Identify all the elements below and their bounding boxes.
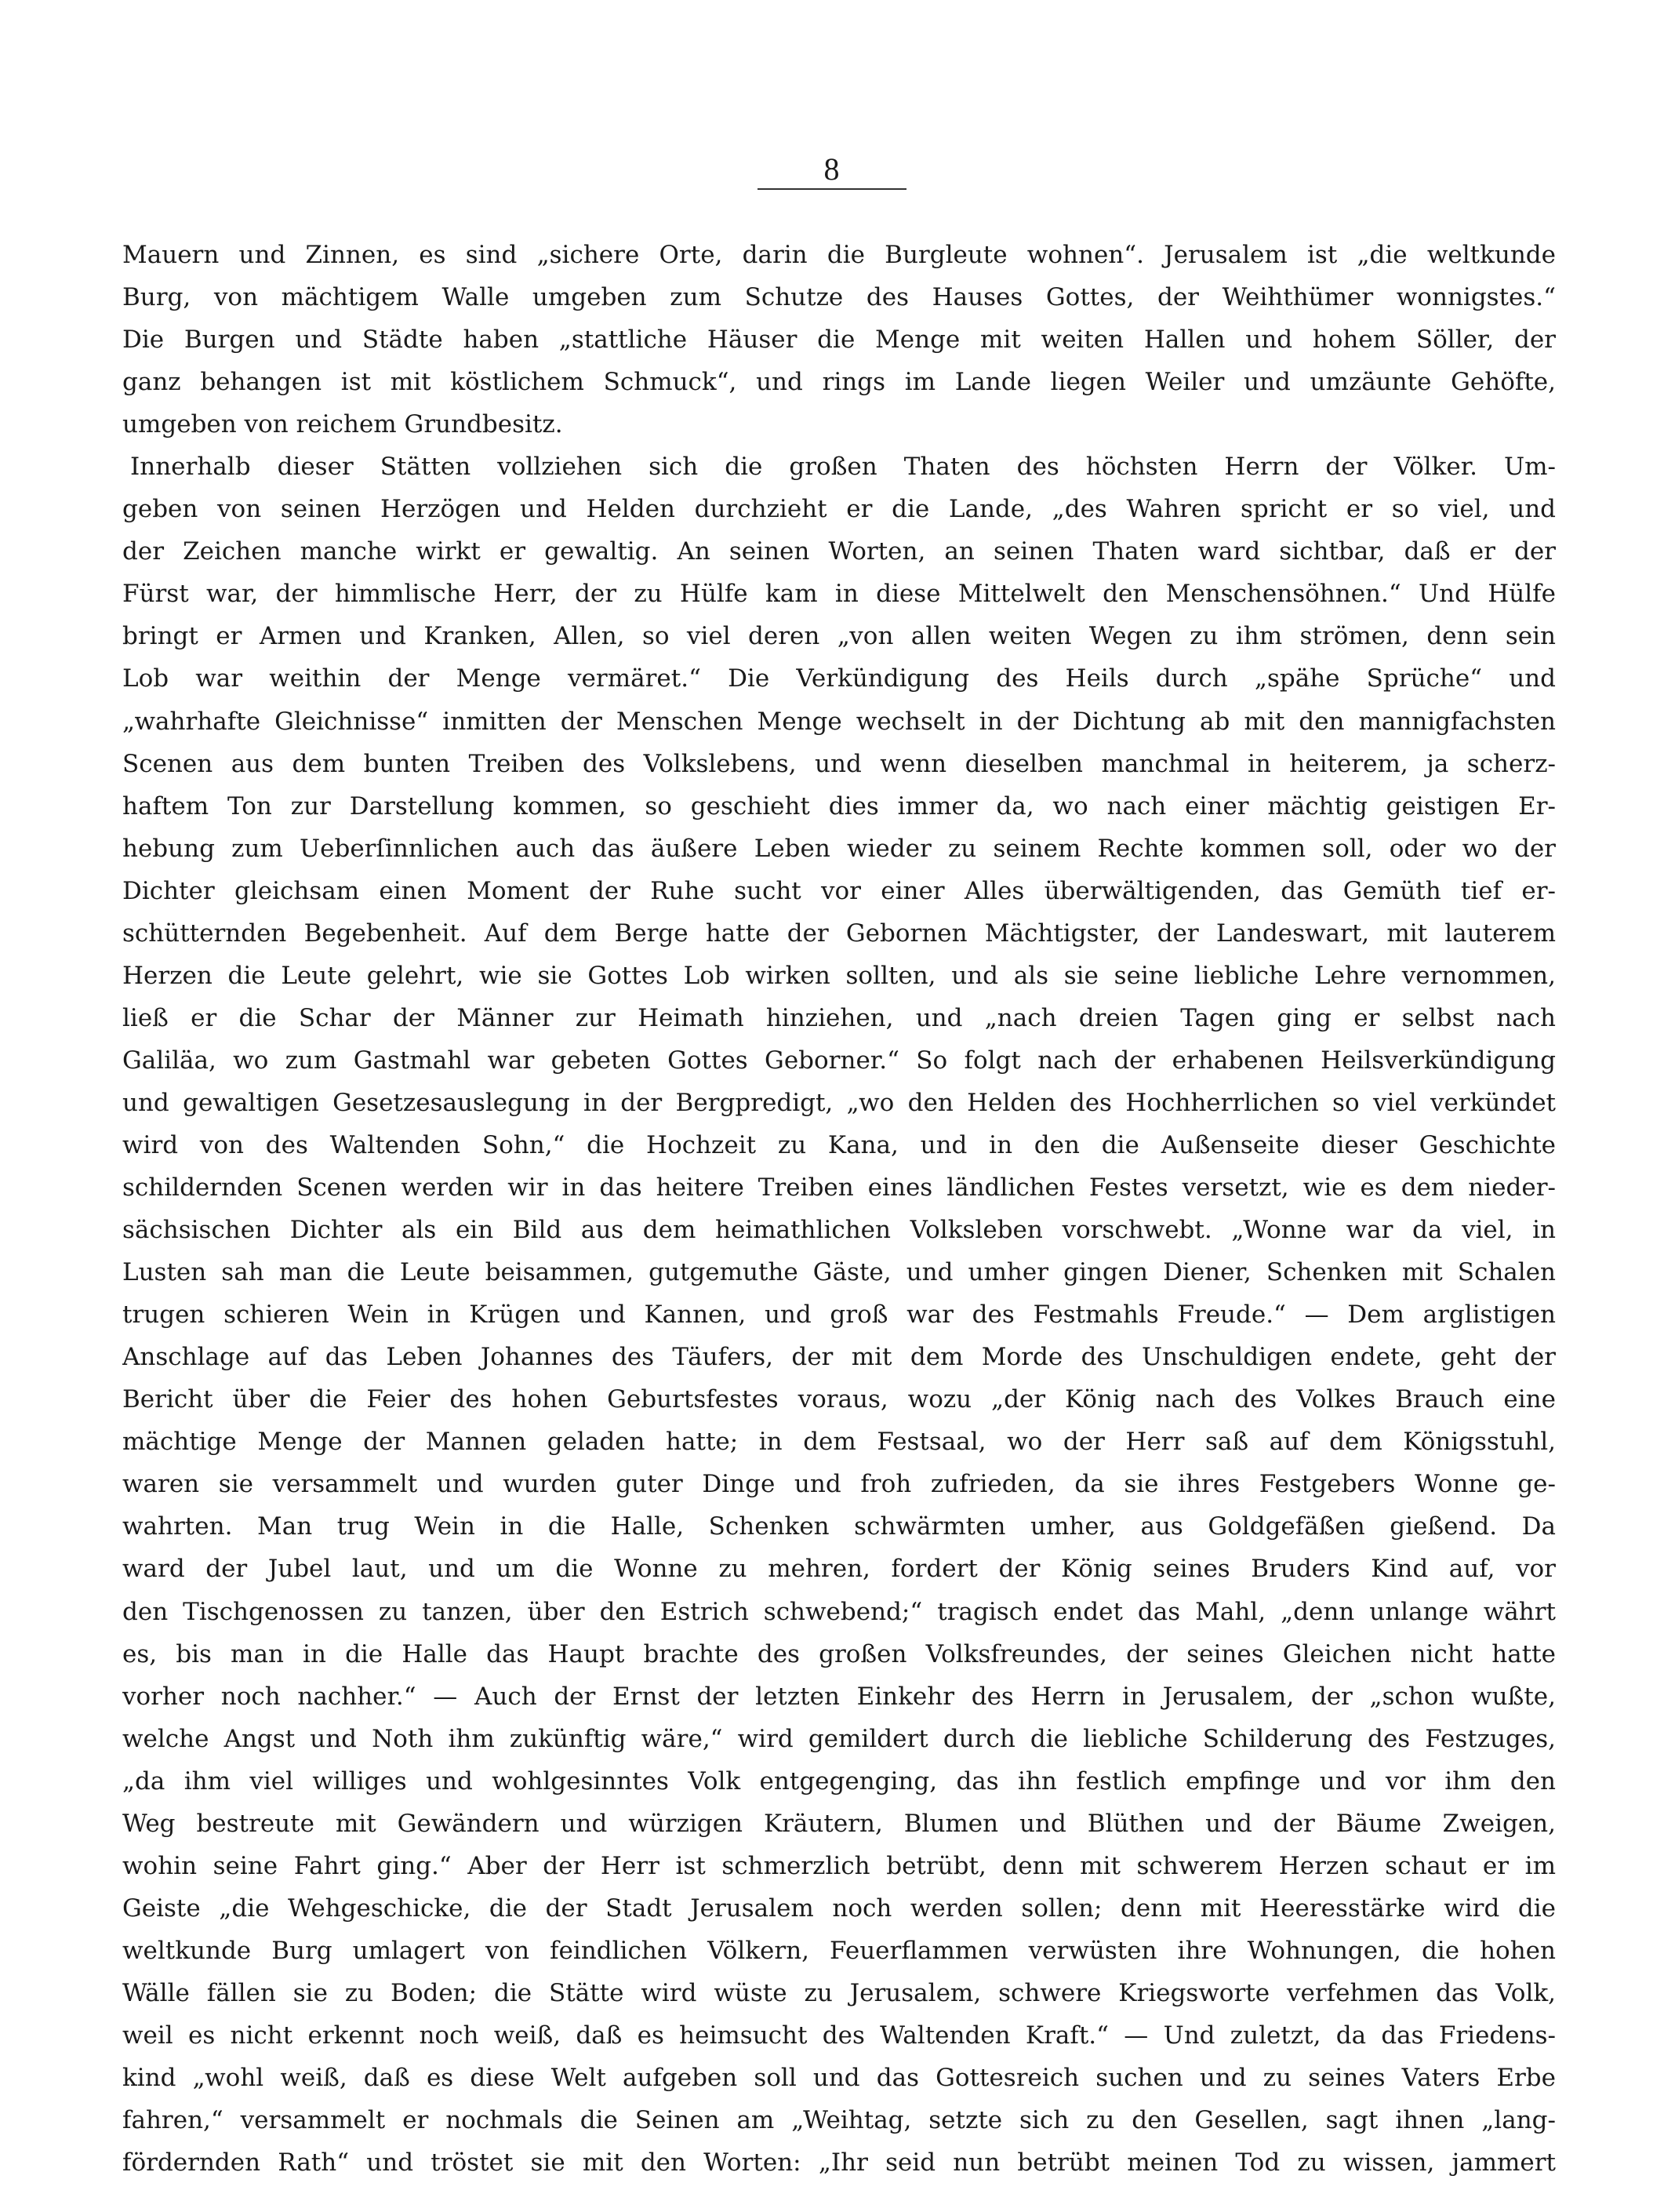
text-line: Lob war weithin der Menge vermäret.“ Die Verkündigung des Heils durch „spähe Sprüche“ und xyxy=(122,664,1556,693)
text-line: welche Angst und Noth ihm zukünftig wäre,“ wird gemildert durch die liebliche Schilderung des Festzuges, xyxy=(122,1724,1556,1753)
text-line: Mauern und Zinnen, es sind „sichere Orte, darin die Burgleute wohnen“. Jerusalem ist „die weltkunde xyxy=(122,241,1556,269)
text-line: Wälle fällen sie zu Boden; die Stätte wird wüste zu Jerusalem, schwere Kriegsworte verfehmen das Volk, xyxy=(122,1978,1556,2007)
text-line: haftem Ton zur Darstellung kommen, so geschieht dies immer da, wo nach einer mächtig geistigen Er- xyxy=(122,791,1556,820)
text-line: Scenen aus dem bunten Treiben des Volkslebens, und wenn dieselben manchmal in heiterem, ja scherz- xyxy=(122,749,1556,778)
text-line: weltkunde Burg umlagert von feindlichen Völkern, Feuerflammen verwüsten ihre Wohnungen, die hohen xyxy=(122,1936,1556,1965)
text-line: kind „wohl weiß, daß es diese Welt aufgeben soll und das Gottesreich suchen und zu seines Vaters Erbe xyxy=(122,2064,1556,2093)
text-line: Herzen die Leute gelehrt, wie sie Gottes Lob wirken sollten, und als sie seine liebliche Lehre vernommen, xyxy=(122,961,1556,990)
text-line: Lusten sah man die Leute beisammen, gutgemuthe Gäste, und umher gingen Diener, Schenken mit Schalen xyxy=(122,1258,1556,1287)
text-line: schildernden Scenen werden wir in das heitere Treiben eines ländlichen Festes versetzt, wie es dem nieder- xyxy=(122,1173,1556,1202)
text-line: sächsischen Dichter als ein Bild aus dem heimathlichen Volksleben vorschwebt. „Wonne war da viel, in xyxy=(122,1216,1556,1245)
text-line: Dichter gleichsam einen Moment der Ruhe sucht vor einer Alles überwältigenden, das Gemüth tief er- xyxy=(122,876,1556,905)
text-line: Burg, von mächtigem Walle umgeben zum Schutze des Hauses Gottes, der Weihthümer wonnigstes.“ xyxy=(122,283,1556,312)
text-line: wahrten. Man trug Wein in die Halle, Schenken schwärmten umher, aus Goldgefäßen gießend. Da xyxy=(122,1512,1556,1541)
text-line: Galiläa, wo zum Gastmahl war gebeten Gottes Geborner.“ So folgt nach der erhabenen Heilsverkündigung xyxy=(122,1046,1556,1075)
text-line: ward der Jubel laut, und um die Wonne zu mehren, fordert der König seines Bruders Kind auf, vor xyxy=(122,1555,1556,1584)
text-line: schütternden Begebenheit. Auf dem Berge hatte der Gebornen Mächtigster, der Landeswart, mit lauterem xyxy=(122,919,1556,948)
text-line: der Zeichen manche wirkt er gewaltig. An seinen Worten, an seinen Thaten ward sichtbar, daß er der xyxy=(122,537,1556,566)
body-text xyxy=(122,234,1556,2184)
text-line: den Tischgenossen zu tanzen, über den Estrich schwebend;“ tragisch endet das Mahl, „denn unlange währt xyxy=(122,1597,1556,1626)
text-line: es, bis man in die Halle das Haupt brachte des großen Volksfreundes, der seines Gleichen nicht hatte xyxy=(122,1639,1556,1668)
text-line: mächtige Menge der Mannen geladen hatte; in dem Festsaal, wo der Herr saß auf dem Königsstuhl, xyxy=(122,1428,1556,1457)
text-line: weil es nicht erkennt noch weiß, daß es heimsucht des Waltenden Kraft.“ — Und zuletzt, da das Friedens- xyxy=(122,2021,1556,2050)
text-line: waren sie versammelt und wurden guter Dinge und froh zufrieden, da sie ihres Festgebers Wonne ge- xyxy=(122,1470,1556,1499)
text-line: Fürst war, der himmlische Herr, der zu Hülfe kam in diese Mittelwelt den Menschensöhnen.“ Und Hülfe xyxy=(122,580,1556,609)
text-line: fördernden Rath“ und tröstet sie mit den Worten: „Ihr seid nun betrübt meinen Tod zu wissen, jammert xyxy=(122,2148,1556,2177)
text-line: fahren,“ versammelt er nochmals die Seinen am „Weihtag, setzte sich zu den Gesellen, sagt ihnen „lang- xyxy=(122,2106,1556,2135)
text-line: „da ihm viel williges und wohlgesinntes Volk entgegenging, das ihn festlich empfinge und vor ihm den xyxy=(122,1766,1556,1795)
text-line: wird von des Waltenden Sohn,“ die Hochzeit zu Kana, und in den die Außenseite dieser Geschichte xyxy=(122,1130,1556,1159)
text-line: geben von seinen Herzögen und Helden durchzieht er die Lande, „des Wahren spricht er so viel, und xyxy=(122,495,1556,524)
text-line: hebung zum Ueberſinnlichen auch das äußere Leben wieder zu seinem Rechte kommen soll, oder wo der xyxy=(122,834,1556,863)
text-line: und gewaltigen Gesetzesauslegung in der Bergpredigt, „wo den Helden des Hochherrlichen so viel verkündet xyxy=(122,1088,1556,1117)
text-line: vorher noch nachher.“ — Auch der Ernst der letzten Einkehr des Herrn in Jerusalem, der „schon wußte, xyxy=(122,1682,1556,1711)
text-line: Bericht über die Feier des hohen Geburtsfestes voraus, wozu „der König nach des Volkes Brauch eine xyxy=(122,1385,1556,1414)
page-number: 8 xyxy=(823,151,841,187)
text-line: Weg bestreute mit Gewändern und würzigen Kräutern, Blumen und Blüthen und der Bäume Zweigen, xyxy=(122,1809,1556,1838)
text-line: ließ er die Schar der Männer zur Heimath hinziehen, und „nach dreien Tagen ging er selbst nach xyxy=(122,1003,1556,1032)
text-line: Geiste „die Wehgeschicke, die der Stadt Jerusalem noch werden sollen; denn mit Heeresstärke wird die xyxy=(122,1894,1556,1923)
text-line: Innerhalb dieser Stätten vollziehen sich die großen Thaten des höchsten Herrn der Völker. Um- xyxy=(130,453,1556,482)
header-rule xyxy=(758,188,906,190)
text-line: „wahrhafte Gleichnisse“ inmitten der Menschen Menge wechselt in der Dichtung ab mit den mannigfachsten xyxy=(122,707,1556,736)
page-header xyxy=(0,151,1664,187)
text-line: umgeben von reichem Grundbesitz. xyxy=(122,410,563,439)
text-line: trugen schieren Wein in Krügen und Kannen, und groß war des Festmahls Freude.“ — Dem arglistigen xyxy=(122,1301,1556,1330)
text-line: Anschlage auf das Leben Johannes des Täufers, der mit dem Morde des Unschuldigen endete, geht der xyxy=(122,1343,1556,1372)
text-line: wohin seine Fahrt ging.“ Aber der Herr ist schmerzlich betrübt, denn mit schwerem Herzen schaut er im xyxy=(122,1851,1556,1880)
text-line: ganz behangen ist mit köstlichem Schmuck“, und rings im Lande liegen Weiler und umzäunte Gehöfte, xyxy=(122,368,1556,397)
text-line: Die Burgen und Städte haben „stattliche Häuser die Menge mit weiten Hallen und hohem Söller, der xyxy=(122,326,1556,355)
text-line: bringt er Armen und Kranken, Allen, so viel deren „von allen weiten Wegen zu ihm strömen, denn sein xyxy=(122,622,1556,651)
